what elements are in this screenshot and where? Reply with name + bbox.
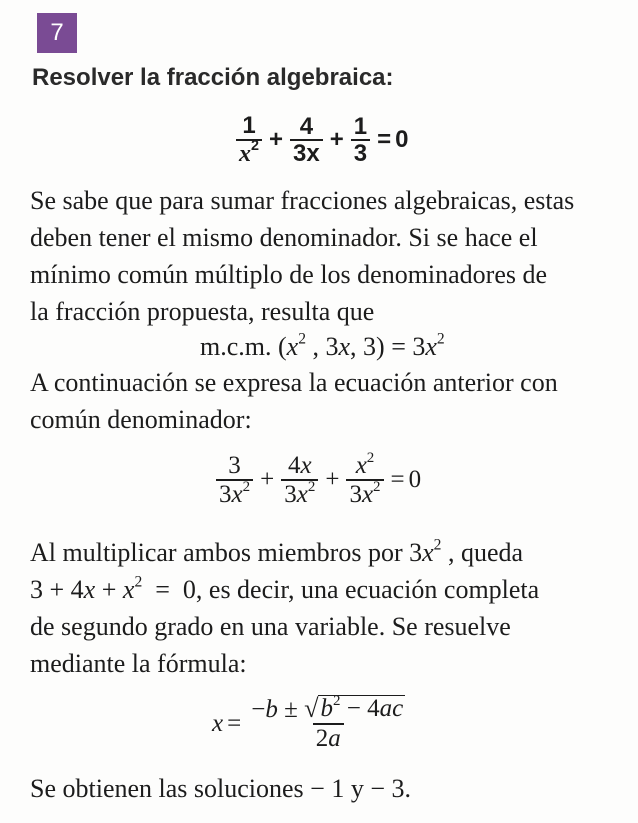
denominator (216, 479, 253, 508)
variable: ac (379, 695, 404, 722)
variable: x (425, 332, 437, 361)
variable: x (361, 481, 374, 508)
formula-fraction (248, 692, 408, 752)
fraction-x-squared-over-3x-squared (346, 449, 383, 508)
coefficient: 3 (349, 481, 362, 508)
paragraph-line: común denominador: (30, 405, 252, 434)
numerator: 1 (353, 112, 368, 140)
right-hand-side: 0 (395, 126, 409, 154)
quadratic-formula (212, 692, 411, 752)
coefficient: 2 (315, 725, 329, 752)
variable: x (239, 140, 251, 167)
variable: b (320, 695, 333, 722)
paragraph-line (30, 573, 539, 607)
exponent: 2 (307, 478, 316, 495)
text: + (95, 575, 123, 604)
variable: x (231, 481, 243, 508)
variable: x (286, 332, 299, 361)
denominator (281, 479, 318, 508)
exponent: 2 (433, 536, 442, 554)
fraction-1-over-3 (351, 114, 370, 168)
paragraph-line: A continuación se expresa la ecuación anterior con (30, 368, 558, 397)
variable: x (300, 452, 312, 479)
denominator: 3x (290, 139, 323, 167)
plus-operator: + (325, 466, 340, 493)
variable: x (355, 452, 367, 479)
lcm-expression (200, 330, 445, 364)
minus-sign: − (251, 696, 266, 723)
fraction-1-over-x-squared (236, 113, 262, 168)
variable: x (122, 575, 135, 604)
equation-fractions (233, 113, 408, 168)
separator: , 3 (306, 332, 339, 361)
plus-minus-sign: ± (277, 696, 305, 723)
exponent: 2 (242, 478, 251, 495)
radicand (318, 692, 405, 722)
paragraph-line: mínimo común múltiplo de los denominadores de (30, 260, 548, 289)
fraction-4x-over-3x-squared (281, 452, 318, 508)
paragraph-line: deben tener el mismo denominador. Si se hace el (30, 223, 538, 252)
fraction-3-over-3x-squared (216, 452, 253, 508)
numerator (353, 449, 378, 479)
numerator (248, 692, 408, 723)
variable: x (296, 481, 308, 508)
coefficient: 3 (284, 481, 297, 508)
exponent: 2 (298, 330, 306, 348)
text: 3 + 4 (30, 575, 84, 604)
coefficient: 4 (287, 452, 301, 479)
paragraph-line: de segundo grado en una variable. Se resuelve (30, 612, 511, 641)
paragraph-line (30, 536, 523, 570)
equation-common-denominator (213, 449, 422, 508)
text: = 0, es decir, una ecuación completa (142, 575, 540, 604)
denominator: 3 (351, 139, 370, 167)
numerator: 1 (242, 112, 256, 139)
paragraph-line: la fracción propuesta, resulta que (30, 297, 375, 326)
numerator: 4 (299, 112, 314, 140)
numerator (285, 452, 315, 479)
exponent: 2 (373, 478, 381, 495)
lcm-prefix: m.c.m. ( (200, 332, 287, 361)
exercise-title: Resolver la fracción algebraica: (32, 64, 394, 91)
equals-sign: = (377, 126, 392, 154)
equals-sign: = (390, 466, 405, 493)
variable: x (338, 332, 351, 361)
paragraph-line: mediante la fórmula: (30, 649, 247, 678)
radical-sign: √ (304, 694, 319, 723)
exponent: 2 (251, 138, 260, 155)
exponent: 2 (134, 573, 143, 591)
separator: , 3) = 3 (350, 332, 426, 361)
text: Al multiplicar ambos miembros por 3 (30, 538, 423, 567)
text: , queda (441, 538, 524, 567)
right-hand-side: 0 (408, 466, 422, 493)
text: − 4 (340, 695, 380, 722)
denominator (313, 723, 344, 752)
exponent: 2 (436, 330, 445, 348)
denominator (236, 139, 262, 168)
exercise-number-badge: 7 (37, 13, 77, 53)
paragraph-line: Se sabe que para sumar fracciones algebraicas, estas (30, 186, 575, 215)
fraction-4-over-3x (290, 114, 323, 168)
variable: x (83, 575, 96, 604)
numerator: 3 (228, 452, 241, 479)
coefficient: 3 (219, 481, 232, 508)
square-root (304, 692, 405, 723)
variable: b (265, 696, 278, 723)
exponent: 2 (366, 449, 375, 466)
plus-operator: + (269, 126, 284, 154)
variable: x (212, 709, 224, 737)
equals-sign: = (227, 709, 242, 737)
variable: a (328, 725, 341, 752)
exponent: 2 (332, 692, 341, 709)
conclusion-line: Se obtienen las soluciones − 1 y − 3. (30, 774, 411, 803)
variable: x (422, 538, 434, 567)
plus-operator: + (329, 126, 344, 154)
plus-operator: + (260, 466, 275, 493)
denominator (346, 479, 383, 508)
